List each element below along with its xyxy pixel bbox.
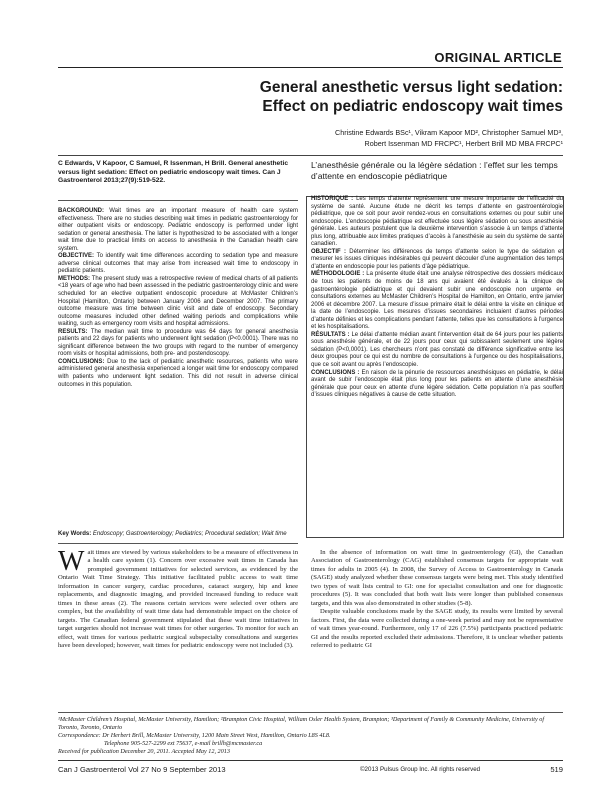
footnote-rule: [58, 712, 563, 713]
body-paragraph: In the absence of information on wait time in gastroenterology (GI), the Canadian Association of Gastroenterology (CAG) established consensus targets for appropriate wait times for adults in 2005 (4). In 2008, the Survey of Access to Gastroenterology in Canada (SAGE) study analyzed whether these consensus targets were being met. This study identified two types of wait lists central to GI: one for specialist consultation and one for diagnostic procedures (5). It was concluded that both wait lists were longer than published consensus targets, and this was also demonstrated in other studies (5-8).: [311, 549, 563, 607]
contact-details: Telephone 905-527-2299 ext 75637, e-mail brillh@mcmaster.ca: [104, 740, 263, 748]
french-title: L’anesthésie générale ou la légère sédation : l’effet sur les temps d’attente en endoscopie pédiatrique: [311, 160, 558, 181]
abstract-section: OBJECTIVE: To identify wait time differences according to sedation type and measure adverse clinical outcomes that may arise from increased wait time to endoscopy in pediatric patients.: [58, 253, 298, 275]
keywords-label: Key Words:: [58, 531, 92, 537]
author-list: [150, 127, 563, 149]
copyright: ©2013 Pulsus Group Inc. All rights reserved: [360, 766, 481, 773]
keywords-text: Endoscopy; Gastroenterology; Pediatrics; Procedural sedation; Wait time: [92, 531, 287, 537]
footnotes: [58, 716, 563, 756]
abstract-section: BACKGROUND: Wait times are an important measure of health care system effectiveness. There are no studies describing wait times in pediatric gastroenterology for either outpatient visits or endoscopy. Pediatric endoscopy is performed under light sedation or general anesthesia. The latter is hypothesized to be associated with a longer wait time due to practical limits on access to anesthesia in the Canadian health care system.: [58, 208, 298, 252]
authors-line-2: Robert Issenman MD FRCPC¹, Herbert Brill MD MBA FRCPC¹: [364, 139, 563, 148]
abstract-section: RÉSULTATS : Le délai d’attente médian avant l’intervention était de 64 jours pour les patients sous anesthésie générale, et de 22 jours pour ceux qui subissaient seulement une légère sédation (P<0,0001). Les chercheurs n’ont pas constaté de différence significative entre les deux groupes pour ce qui est du nombre de consultations à l’urgence ou des hospitalisations, que ce soit avant ou après l’endoscopie.: [311, 331, 563, 369]
body-paragraph: Despite valuable conclusions made by the SAGE study, its results were limited by several factors. First, the data were collected during a one-week period and may not be representative of wait times year-round. Furthermore, only 17 of 226 (7.5%) participants practiced pediatric GI and the results reported excluded their admissions. Therefore, it is unclear whether patients referred to pediatric GI: [311, 608, 563, 649]
received-dates: Received for publication December 20, 2011. Accepted May 12, 2013: [58, 748, 230, 756]
abstract-top-rule: [58, 200, 298, 201]
abstract-section: MÉTHODOLOGIE : La présente étude était une analyse rétrospective des dossiers médicaux de tous les patients de moins de 18 ans qui avaient été évalués à la clinique de gastroentérologie pédiatrique et qui devaient subir une endoscopie non urgente en consultations externes au McMaster Children’s Hospital de Hamilton, en Ontario, entre janvier 2006 et décembre 2007. La mesure d’issue primaire était le délai entre la visite en clinique et la date de l’endoscopie. Les mesures d’issues secondaires incluaient d’autres périodes d’attente définies et les complications pendant l’attente, telles que les consultations à l’urgence et les hospitalisations.: [311, 271, 564, 331]
footer-rule: [58, 760, 563, 761]
page-number: 519: [550, 765, 563, 774]
header-rule: [58, 67, 563, 68]
abstract-french: [311, 196, 563, 400]
keywords: [58, 531, 298, 539]
title-line-2: Effect on pediatric endoscopy wait times: [262, 98, 563, 115]
abstract-section: CONCLUSIONS: Due to the lack of pediatric anesthetic resources, patients who were administered general anesthesia experienced a longer wait time for endoscopy compared with patients who underwent light sedation. This did not result in adverse clinical outcomes in this population.: [58, 358, 298, 388]
affiliations: ¹McMaster Children’s Hospital, McMaster University, Hamilton; ²Brampton Civic Hospital, William Osler Health System, Brampton; ³Department of Family & Community Medicine, University of Toronto, Toronto, Ontario: [58, 716, 545, 732]
citation-authors: C Edwards, V Kapoor, C Samuel, R Issenman, H Brill.: [58, 160, 227, 167]
abstract-section: CONCLUSIONS : En raison de la pénurie de ressources anesthésiques en pédiatrie, le délai avant de subir l’endoscopie était plus long pour les patients en attente d’une anesthésie générale que pour ceux en attente d’une légère sédation. Cette population n’a pas souffert d’issues cliniques négatives à cause de cette situation.: [311, 369, 564, 399]
abstract-section: RESULTS: The median wait time to procedure was 64 days for general anesthesia patients and 22 days for patients who underwent light sedation (P<0.0001). There was no significant difference between the two groups with regard to the number of emergency room visits or hospital admissions, both pre- and postendoscopy.: [58, 328, 298, 358]
title-divider: [58, 155, 563, 156]
section-label: ORIGINAL ARTICLE: [434, 50, 562, 65]
journal-info: Can J Gastroenterol Vol 27 No 9 September 2013: [58, 765, 226, 774]
body-paragraph: Wait times are viewed by various stakeholders to be a measure of effectiveness in a health care system (1). Concern over excessive wait times in Canada has prompted government initiatives for selected services, as evidenced by the Ontario Wait Time Strategy. This initiative facilitated public access to wait time information in cancer surgery, cardiac procedures, cataract surgery, hip and knee replacements, and diagnostic imaging, and provided increased funding to reduce wait times in these areas (2). The reasons certain services were selected over others are complex, but the availability of wait time data had demonstrable impact on the choice of targets. The Canadian federal government stipulated that these wait time initiatives in target surgeries should not increase wait times for other surgeries. To monitor for such an effect, wait times for various pediatric surgical subspecialty consultations and surgeries have been developed; however, wait times for pediatric endoscopy were not included (3).: [58, 546, 298, 649]
drop-cap: W: [58, 546, 85, 577]
article-title: [58, 78, 563, 116]
abstract-english: [58, 208, 298, 389]
body-column-left: [58, 546, 298, 650]
body-column-right: [311, 549, 563, 650]
title-line-1: General anesthetic versus light sedation:: [259, 79, 563, 96]
abstract-section: OBJECTIF : Déterminer les différences de temps d’attente selon le type de sédation et mesurer les issues cliniques indésirables qui peuvent découler d’une augmentation des temps d’attente en endoscopie pour les patients d’âge pédiatrique.: [311, 248, 564, 270]
citation-ref: Can J Gastroenterol 2013;27(9):519-522.: [58, 168, 281, 185]
correspondence: Correspondence: Dr Herbert Brill, McMaster University, 1200 Main Street West, Hamilton, Ontario L8S 4L8.: [58, 732, 331, 740]
citation-title: General anesthetic versus light sedation: Effect on pediatric endoscopy wait times.: [58, 160, 289, 176]
authors-line-1: Christine Edwards BSc¹, Vikram Kapoor MD², Christopher Samuel MD³,: [335, 128, 563, 137]
citation: [58, 160, 298, 186]
abstract-section: HISTORIQUE : Les temps d’attente représentent une mesure importante de l’efficacité du système de santé. Aucune étude ne décrit les temps d’attente en gastroentérologie pédiatrique, que ce soit pour avoir rendez-vous en consultations externes ou pour subir une endoscopie. L’endoscopie pédiatrique est effectuée sous légère sédation ou sous anesthésie générale. Les auteurs postulent que la deuxième intervention s’associe à un temps d’attente plus long, attribuable aux limites pratiques d’accès à l’anesthésie au sein du système de santé canadien.: [311, 196, 563, 248]
abstract-section: METHODS: The present study was a retrospective review of medical charts of all patients <18 years of age who had been assessed in the pediatric gastroenterology clinic and were scheduled for an elective outpatient endoscopic procedure at McMaster Children’s Hospital (Hamilton, Ontario) between January 2006 and December 2007. The primary outcome measure was time between clinic visit and date of endoscopy. Secondary outcome measures included other defined waiting periods and complications while waiting, such as emergency room visits and hospital admissions.: [58, 275, 298, 328]
abstract-bottom-rule: [58, 543, 298, 544]
